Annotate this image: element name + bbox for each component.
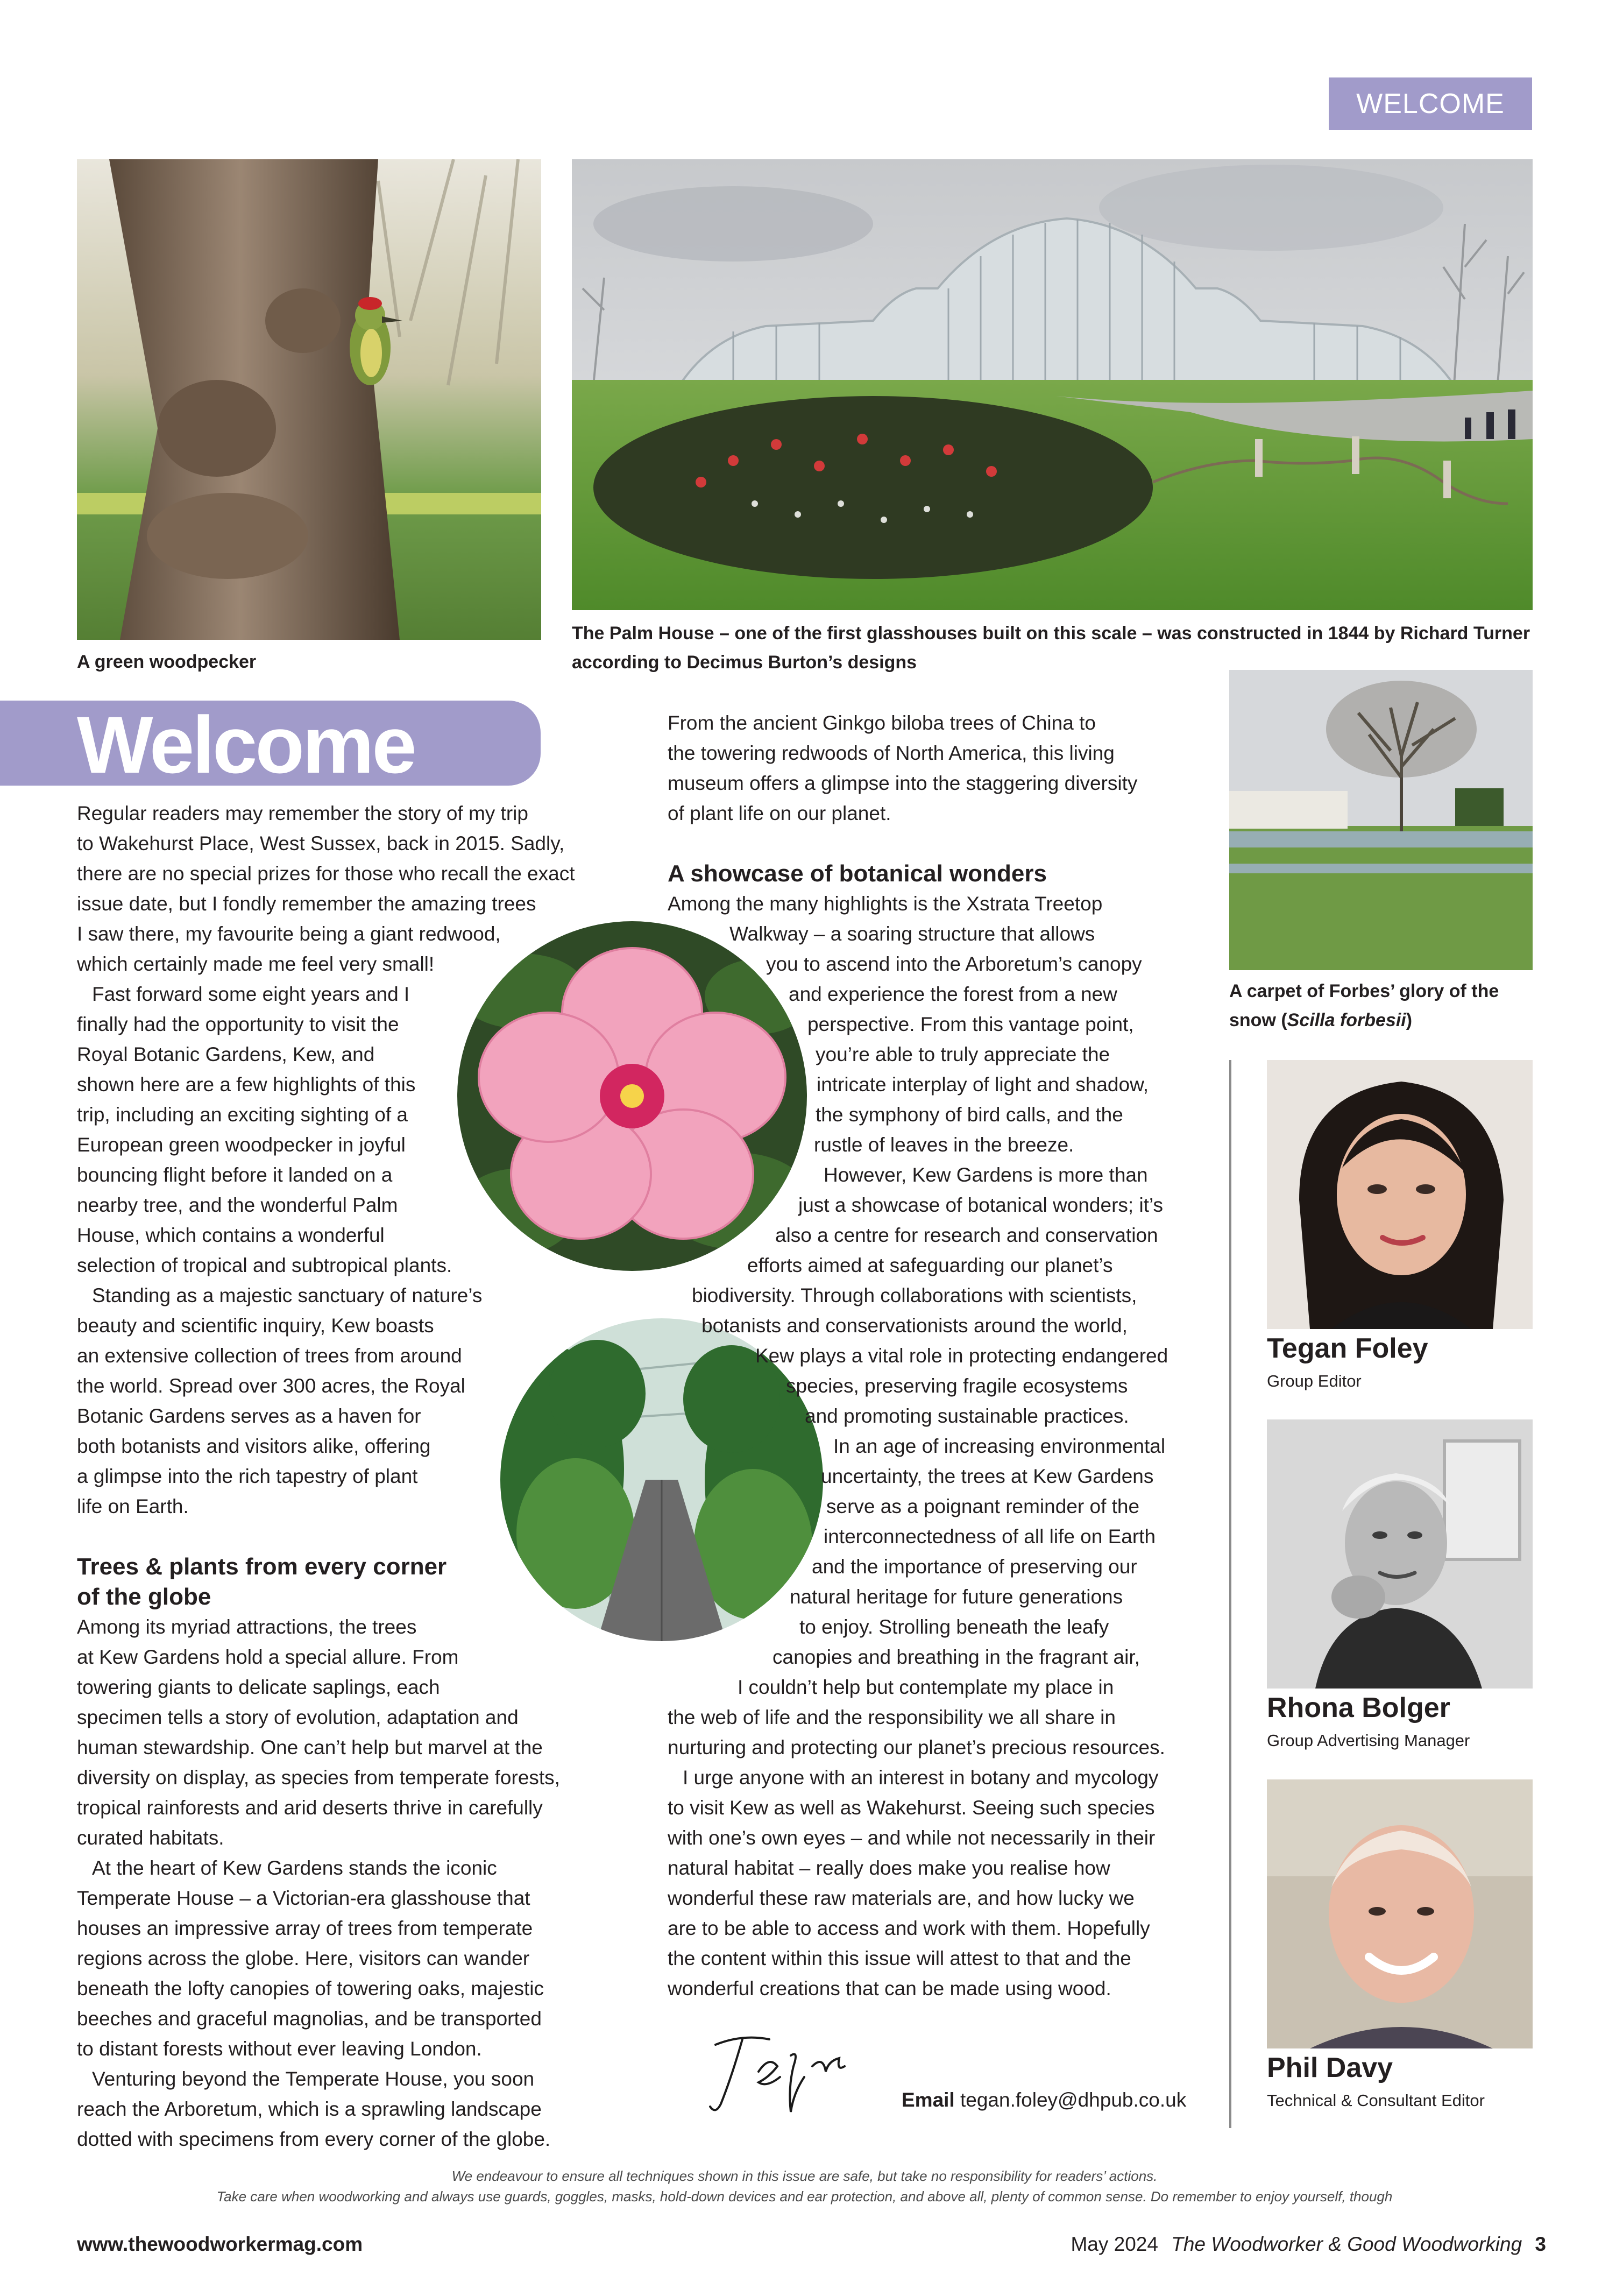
woodpecker-photo xyxy=(77,159,541,640)
text-line: nearby tree, and the wonderful Palm xyxy=(77,1194,398,1216)
text-line: a glimpse into the rich tapestry of plant xyxy=(77,1465,418,1487)
text-line: towering giants to delicate saplings, each xyxy=(77,1676,440,1698)
text-line: just a showcase of botanical wonders; it’s xyxy=(798,1194,1164,1216)
disclaimer-line: Take care when woodworking and always use guards, goggles, masks, hold-down devices and ear protection, and above all, plenty of common sense. Do remember to enjoy yourself, though xyxy=(216,2188,1393,2205)
email-line xyxy=(902,2087,1186,2114)
palm-house-photo xyxy=(572,159,1533,610)
email-link[interactable]: tegan.foley@dhpub.co.uk xyxy=(960,2089,1187,2111)
text-line: Venturing beyond the Temperate House, you soon xyxy=(92,2068,535,2090)
text-line: to distant forests without ever leaving London. xyxy=(77,2038,482,2060)
text-line: At the heart of Kew Gardens stands the iconic xyxy=(92,1857,497,1879)
text-line: tropical rainforests and arid deserts thrive in carefully xyxy=(77,1797,543,1819)
text-line: dotted with specimens from every corner of the globe. xyxy=(77,2128,551,2150)
forbes-glory-caption xyxy=(1229,977,1533,1035)
page-title: Welcome xyxy=(77,700,415,790)
text-line: Temperate House – a Victorian-era glasshouse that xyxy=(77,1887,530,1909)
staff-name: Rhona Bolger xyxy=(1267,1692,1450,1723)
staff-name: Tegan Foley xyxy=(1267,1333,1428,1364)
text-line: Botanic Gardens serves as a haven for xyxy=(77,1405,421,1427)
intro-paragraph xyxy=(77,799,588,979)
paragraph xyxy=(77,1853,588,2064)
subheading-trees xyxy=(77,1552,588,1612)
disclaimer-line: We endeavour to ensure all techniques shown in this issue are safe, but take no responsibility for readers’ actions. xyxy=(451,2168,1158,2184)
website-link[interactable]: www.thewoodworkermag.com xyxy=(77,2233,363,2255)
text-line: and the importance of preserving our xyxy=(812,1556,1137,1578)
staff-role: Group Editor xyxy=(1267,1372,1362,1390)
text-line: which certainly made me feel very small! xyxy=(77,953,435,975)
magazine-name: The Woodworker & Good Woodworking xyxy=(1171,2233,1522,2255)
forbes-caption-close: ) xyxy=(1406,1010,1413,1030)
text-line: life on Earth. xyxy=(77,1495,189,1517)
page-number: 3 xyxy=(1535,2233,1546,2255)
paragraph xyxy=(668,1431,1206,1763)
paragraph xyxy=(668,1160,1206,1431)
editor-signature xyxy=(699,2012,861,2120)
text-line: interconnectedness of all life on Earth xyxy=(824,1525,1156,1548)
staff-name: Phil Davy xyxy=(1267,2052,1393,2083)
text-line: also a centre for research and conservation xyxy=(775,1224,1158,1246)
text-line: Regular readers may remember the story of my trip xyxy=(77,802,528,824)
text-line: the world. Spread over 300 acres, the Royal xyxy=(77,1375,465,1397)
forbes-caption-latin: Scilla forbesii xyxy=(1287,1010,1406,1030)
section-tag: WELCOME xyxy=(1329,77,1532,130)
woodpecker-caption: A green woodpecker xyxy=(77,652,257,672)
text-line: reach the Arboretum, which is a sprawling landscape xyxy=(77,2098,542,2120)
text-line: canopies and breathing in the fragrant air, xyxy=(772,1646,1140,1668)
text-line: museum offers a glimpse into the staggering diversity xyxy=(668,772,1138,794)
paragraph xyxy=(668,708,1206,829)
text-line: with one’s own eyes – and while not necessarily in their xyxy=(668,1827,1156,1849)
text-line: serve as a poignant reminder of the xyxy=(826,1495,1140,1517)
text-line: From the ancient Ginkgo biloba trees of China to xyxy=(668,712,1096,734)
text-line: I couldn’t help but contemplate my place in xyxy=(738,1676,1114,1698)
email-label: Email xyxy=(902,2089,955,2111)
column-divider xyxy=(1229,1060,1231,2128)
subheading-line: Trees & plants from every corner xyxy=(77,1553,447,1580)
text-line: nurturing and protecting our planet’s precious resources. xyxy=(668,1736,1165,1758)
column-2 xyxy=(668,708,1206,2004)
text-line: houses an impressive array of trees from temperate xyxy=(77,1917,533,1939)
text-line: Standing as a majestic sanctuary of nature’s xyxy=(92,1284,483,1306)
staff-photo-phil xyxy=(1267,1779,1533,2048)
text-line: Walkway – a soaring structure that allows xyxy=(729,923,1095,945)
text-line: Kew plays a vital role in protecting endangered xyxy=(755,1345,1168,1367)
staff-role: Technical & Consultant Editor xyxy=(1267,2091,1485,2110)
text-line: shown here are a few highlights of this xyxy=(77,1073,416,1096)
text-line: rustle of leaves in the breeze. xyxy=(814,1134,1074,1156)
text-line: to Wakehurst Place, West Sussex, back in 2015. Sadly, xyxy=(77,832,565,854)
text-line: an extensive collection of trees from around xyxy=(77,1345,462,1367)
text-line: specimen tells a story of evolution, adaptation and xyxy=(77,1706,519,1728)
text-line: you to ascend into the Arboretum’s canopy xyxy=(766,953,1142,975)
text-line: selection of tropical and subtropical plants. xyxy=(77,1254,452,1276)
text-line: both botanists and visitors alike, offering xyxy=(77,1435,431,1457)
text-line: wonderful creations that can be made using wood. xyxy=(668,1977,1111,2000)
text-line: natural heritage for future generations xyxy=(790,1586,1123,1608)
page-footer-right xyxy=(1071,2233,1546,2256)
text-line: the web of life and the responsibility we all share in xyxy=(668,1706,1116,1728)
text-line: Among its myriad attractions, the trees xyxy=(77,1616,417,1638)
subheading-showcase: A showcase of botanical wonders xyxy=(668,860,1047,887)
text-line: I urge anyone with an interest in botany and mycology xyxy=(683,1767,1159,1789)
text-line: diversity on display, as species from temperate forests, xyxy=(77,1767,560,1789)
text-line: and promoting sustainable practices. xyxy=(805,1405,1129,1427)
staff-photo-rhona xyxy=(1267,1419,1533,1689)
text-line: and experience the forest from a new xyxy=(789,983,1117,1005)
text-line: European green woodpecker in joyful xyxy=(77,1134,406,1156)
text-line: to enjoy. Strolling beneath the leafy xyxy=(799,1616,1109,1638)
palm-house-caption: The Palm House – one of the first glasshouses built on this scale – was constructed in 1844 by Richard Turner according to Decimus Burton’s designs xyxy=(572,623,1530,673)
issue-date: May 2024 xyxy=(1071,2233,1158,2255)
text-line: intricate interplay of light and shadow, xyxy=(817,1073,1149,1096)
paragraph xyxy=(77,1612,588,1853)
staff-photo-tegan xyxy=(1267,1060,1533,1329)
text-line: beauty and scientific inquiry, Kew boasts xyxy=(77,1315,434,1337)
text-line: the content within this issue will attest to that and the xyxy=(668,1947,1131,1969)
text-line: perspective. From this vantage point, xyxy=(807,1013,1134,1035)
text-line: Fast forward some eight years and I xyxy=(92,983,410,1005)
paragraph xyxy=(668,1763,1206,2004)
text-line: human stewardship. One can’t help but marvel at the xyxy=(77,1736,543,1758)
text-line: species, preserving fragile ecosystems xyxy=(786,1375,1128,1397)
text-line: biodiversity. Through collaborations with scientists, xyxy=(692,1284,1137,1306)
safety-disclaimer xyxy=(77,2166,1532,2207)
text-line: at Kew Gardens hold a special allure. From xyxy=(77,1646,459,1668)
text-line: issue date, but I fondly remember the amazing trees xyxy=(77,893,536,915)
text-line: However, Kew Gardens is more than xyxy=(824,1164,1148,1186)
text-line: curated habitats. xyxy=(77,1827,224,1849)
text-line: uncertainty, the trees at Kew Gardens xyxy=(821,1465,1154,1487)
text-line: Among the many highlights is the Xstrata Treetop xyxy=(668,893,1103,915)
text-line: Royal Botanic Gardens, Kew, and xyxy=(77,1043,375,1065)
forbes-glory-photo xyxy=(1229,670,1533,970)
text-line: House, which contains a wonderful xyxy=(77,1224,385,1246)
forbes-caption-text: A carpet of Forbes’ glory of the snow ( xyxy=(1229,981,1499,1030)
text-line: natural habitat – really does make you realise how xyxy=(668,1857,1110,1879)
text-line: In an age of increasing environmental xyxy=(833,1435,1166,1457)
text-line: botanists and conservationists around the world, xyxy=(701,1315,1128,1337)
text-line: bouncing flight before it landed on a xyxy=(77,1164,393,1186)
text-line: the symphony of bird calls, and the xyxy=(816,1104,1123,1126)
subheading-line: of the globe xyxy=(77,1584,211,1610)
text-line: of plant life on our planet. xyxy=(668,802,891,824)
text-line: I saw there, my favourite being a giant redwood, xyxy=(77,923,501,945)
text-line: to visit Kew as well as Wakehurst. Seeing such species xyxy=(668,1797,1155,1819)
text-line: there are no special prizes for those who recall the exact xyxy=(77,863,575,885)
paragraph xyxy=(77,2064,588,2154)
text-line: wonderful these raw materials are, and how lucky we xyxy=(668,1887,1135,1909)
text-line: beeches and graceful magnolias, and be transported xyxy=(77,2008,542,2030)
text-line: finally had the opportunity to visit the xyxy=(77,1013,399,1035)
text-line: are to be able to access and work with them. Hopefully xyxy=(668,1917,1150,1939)
text-line: beneath the lofty canopies of towering oaks, majestic xyxy=(77,1977,544,2000)
welcome-heading-band xyxy=(0,700,541,790)
text-line: regions across the globe. Here, visitors can wander xyxy=(77,1947,530,1969)
text-line: trip, including an exciting sighting of a xyxy=(77,1104,408,1126)
staff-role: Group Advertising Manager xyxy=(1267,1731,1470,1750)
text-line: efforts aimed at safeguarding our planet’s xyxy=(747,1254,1113,1276)
paragraph xyxy=(668,889,1206,1160)
text-line: the towering redwoods of North America, this living xyxy=(668,742,1115,764)
text-line: you’re able to truly appreciate the xyxy=(816,1043,1110,1065)
